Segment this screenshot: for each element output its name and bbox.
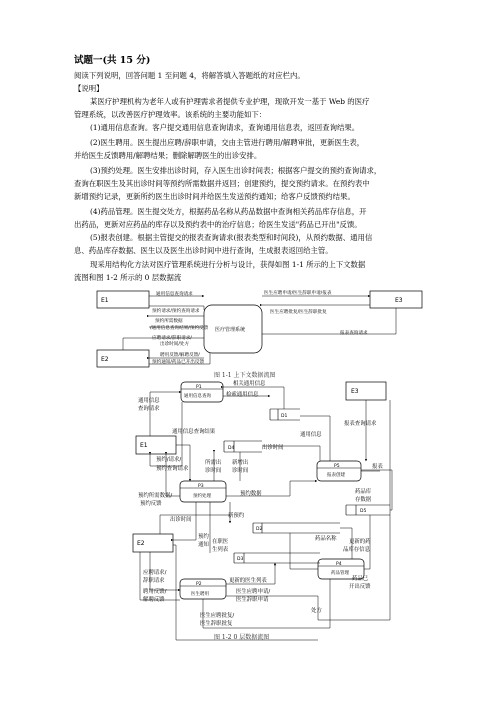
fig1-caption: 图 1-1 上下文数据流图 <box>214 372 276 379</box>
store-d5: D5 <box>360 509 367 514</box>
flow-upd-stock-1: 更新的药 <box>349 539 371 545</box>
e3-label: E3 <box>351 388 359 395</box>
intro-text: 阅读下列说明，回答问题 1 至问题 4，将解答填入答题纸的对应栏内。 <box>74 71 305 80</box>
paragraph-2a: 现采用结构化方法对医疗管理系统进行分析与设计，获得如图 1-1 所示的上下文数据 <box>90 260 366 269</box>
fig1-flow-r1: 医生应聘申请/医生辞职申请/报表 <box>264 291 332 296</box>
flow-new-appt: 新预约 <box>228 513 245 519</box>
flow-prescription: 处方 <box>311 608 322 614</box>
item-3a: (3)预约处理。医生安排出诊时间，存入医生出诊时间表；根据客户提交的预约查询请求， <box>90 166 382 175</box>
flow-appt-data-2: 预约反馈 <box>140 501 162 507</box>
store-d4: D4 <box>228 446 235 451</box>
item-4b: 出药品，更新对应药品的库存以及预约表中的治疗信息；给医生发送"药品已开出"反馈。 <box>74 220 362 229</box>
p3-id: P3 <box>198 484 204 489</box>
item-3c: 新增预约记录，更新所约医生出诊时间并给医生发送预约通知；给客户反馈预约结果。 <box>74 192 355 201</box>
item-1: (1)通用信息查询。客户提交通用信息查询请求，查询通用信息表，返回查询结果。 <box>90 123 360 132</box>
p4-id: P4 <box>336 562 342 567</box>
process-p1 <box>181 382 223 402</box>
flow-general-result: 通用信息查询结果 <box>172 429 216 435</box>
p5-name: 报表创建 <box>327 473 345 478</box>
fig1-flow-l3: /通用信息查询结果/预约反馈 <box>150 326 209 331</box>
fig1-flow-r2: 医生应聘批复/医生辞职批复 <box>270 310 327 315</box>
item-2a: (2)医生聘用。医生提出应聘/辞职申请，交由主管进行聘用/解聘审批，更新医生表， <box>90 138 365 147</box>
question-title: 试题一(共 15 分) <box>74 55 151 66</box>
flow-visit-time: 出诊时间 <box>262 445 284 451</box>
fig1-flow-l2: 预约所需数据 <box>155 319 183 324</box>
p1-name: 通用信息查询 <box>184 394 211 399</box>
note-label: 【说明】 <box>74 84 104 93</box>
flow-drug-name: 药品名称 <box>315 536 337 542</box>
flow-related-general: 相关通用信息 <box>233 381 266 387</box>
paragraph-1a: 某医疗护理机构为老年人或有护理需求者提供专业护理，现欲开发一基于 Web 的医疗 <box>90 97 370 106</box>
flow-report: 报表 <box>372 464 383 470</box>
flow-hire-fb-1: 聘用反馈/ <box>143 589 167 595</box>
flow-need-visit-1: 所需出 <box>205 460 222 466</box>
flow-hire-req-2: 辞职请求 <box>143 578 165 584</box>
paragraph-1b: 管理系统，以改善医疗护理效率。该系统的主要功能如下： <box>74 110 267 119</box>
fig1-flow-l1: 预约请求/预约查询请求 <box>152 309 200 314</box>
flow-notify-2: 通知 <box>198 542 209 548</box>
fig2-caption: 图 1-2 0 层数据流图 <box>214 634 270 641</box>
store-d2: D2 <box>256 527 263 532</box>
flow-general-query-1: 通用信息 <box>138 398 160 404</box>
flow-report-query: 报表查询请求 <box>344 421 377 427</box>
flow-reply-1: 医生应聘批复/ <box>200 613 235 619</box>
flow-appt-data: 预约数据 <box>240 491 262 497</box>
fig1-flow-tl: 通用信息查询请求 <box>156 292 193 297</box>
flow-upd-doctors: 更新的医生列表 <box>229 578 267 584</box>
flow-general-info: 通用信息 <box>300 432 322 438</box>
item-3b: 查询在职医生及其出诊时间等预约所需数据并返回；创建预约，提交预约请求。在预约表中 <box>74 179 370 188</box>
item-5b: 息、药品库存数据、医生以及医生出诊时间中进行查询，生成报表返回给主管。 <box>74 246 333 255</box>
flow-apply-2: 医生辞职申请 <box>236 597 269 603</box>
flow-visit-time-2: 出诊时间 <box>170 517 192 523</box>
p3-name: 预约处理 <box>193 494 211 499</box>
item-4a: (4)药品管理。医生提交处方，根据药品名称从药品数据中查询相关药品库存信息，开 <box>90 207 367 216</box>
p2-name: 医生聘用 <box>191 592 209 597</box>
store-d3: D3 <box>237 557 244 562</box>
fig1-e1-label: E1 <box>101 297 109 304</box>
fig1-flow-bl1: 应聘请求/辞职请求/ <box>152 336 192 341</box>
e2-label: E2 <box>137 540 145 547</box>
fig1-e3-label: E3 <box>395 297 403 304</box>
flow-appt-req-1: 预约/请求/ <box>156 457 182 463</box>
flow-general-query-2: 查询请求 <box>138 406 160 412</box>
flow-appt-req-2: 预约查询请求 <box>156 466 189 472</box>
flow-stock-2: 存数据 <box>355 497 372 503</box>
flow-retrieve-general: 检索通用信息 <box>226 392 259 398</box>
fig1-flow-bl4: 预约通知/药品已开出反馈 <box>152 360 205 365</box>
flow-hire-req-1: 应聘请求/ <box>143 570 167 576</box>
p4-name: 药品管理 <box>331 571 349 576</box>
flow-active-1: 在职医 <box>212 539 229 545</box>
p1-id: P1 <box>196 385 202 390</box>
flow-appt-data-1: 预约所需数据/ <box>138 493 173 499</box>
p5-id: P5 <box>334 464 340 469</box>
e1-label: E1 <box>140 442 148 449</box>
flow-new-visit-2: 诊时间 <box>232 468 249 474</box>
flow-upd-stock-2: 品库存信息 <box>343 547 370 553</box>
item-2b: 并给医生反馈聘用/解聘结果；删除解聘医生的出诊安排。 <box>74 151 262 160</box>
flow-drug-out-1: 药品已 <box>352 576 369 582</box>
flow-stock-1: 药品库 <box>355 489 372 495</box>
paragraph-2b: 流图和图 1-2 所示的 0 层数据流 <box>74 273 182 282</box>
store-d1: D1 <box>281 414 288 419</box>
flow-hire-fb-2: 解聘反馈 <box>143 597 165 603</box>
flow-apply-1: 医生应聘申请/ <box>236 589 271 595</box>
p2-id: P2 <box>196 582 202 587</box>
fig1-flow-r3: 报表查询请求 <box>340 331 368 336</box>
flow-drug-out-2: 开出反馈 <box>349 584 371 590</box>
flow-need-visit-2: 诊时间 <box>205 468 222 474</box>
fig1-process-label: 医疗管理系统 <box>215 327 246 333</box>
flow-active-2: 生列表 <box>212 547 229 553</box>
flow-notify-1: 预约 <box>198 534 209 540</box>
fig1-flow-bl3: 聘用反馈/解聘反馈/ <box>160 353 200 358</box>
fig1-flow-bl2: 出诊时间/处方 <box>160 342 190 347</box>
flow-reply-2: 医生辞职批复 <box>200 621 233 627</box>
item-5a: (5)报表创建。根据主管提交的报表查询请求(报表类型和时间段)，从预约数据、通用信 <box>90 233 373 242</box>
fig1-e2-label: E2 <box>101 356 109 363</box>
flow-new-visit-1: 新增出 <box>232 460 249 466</box>
